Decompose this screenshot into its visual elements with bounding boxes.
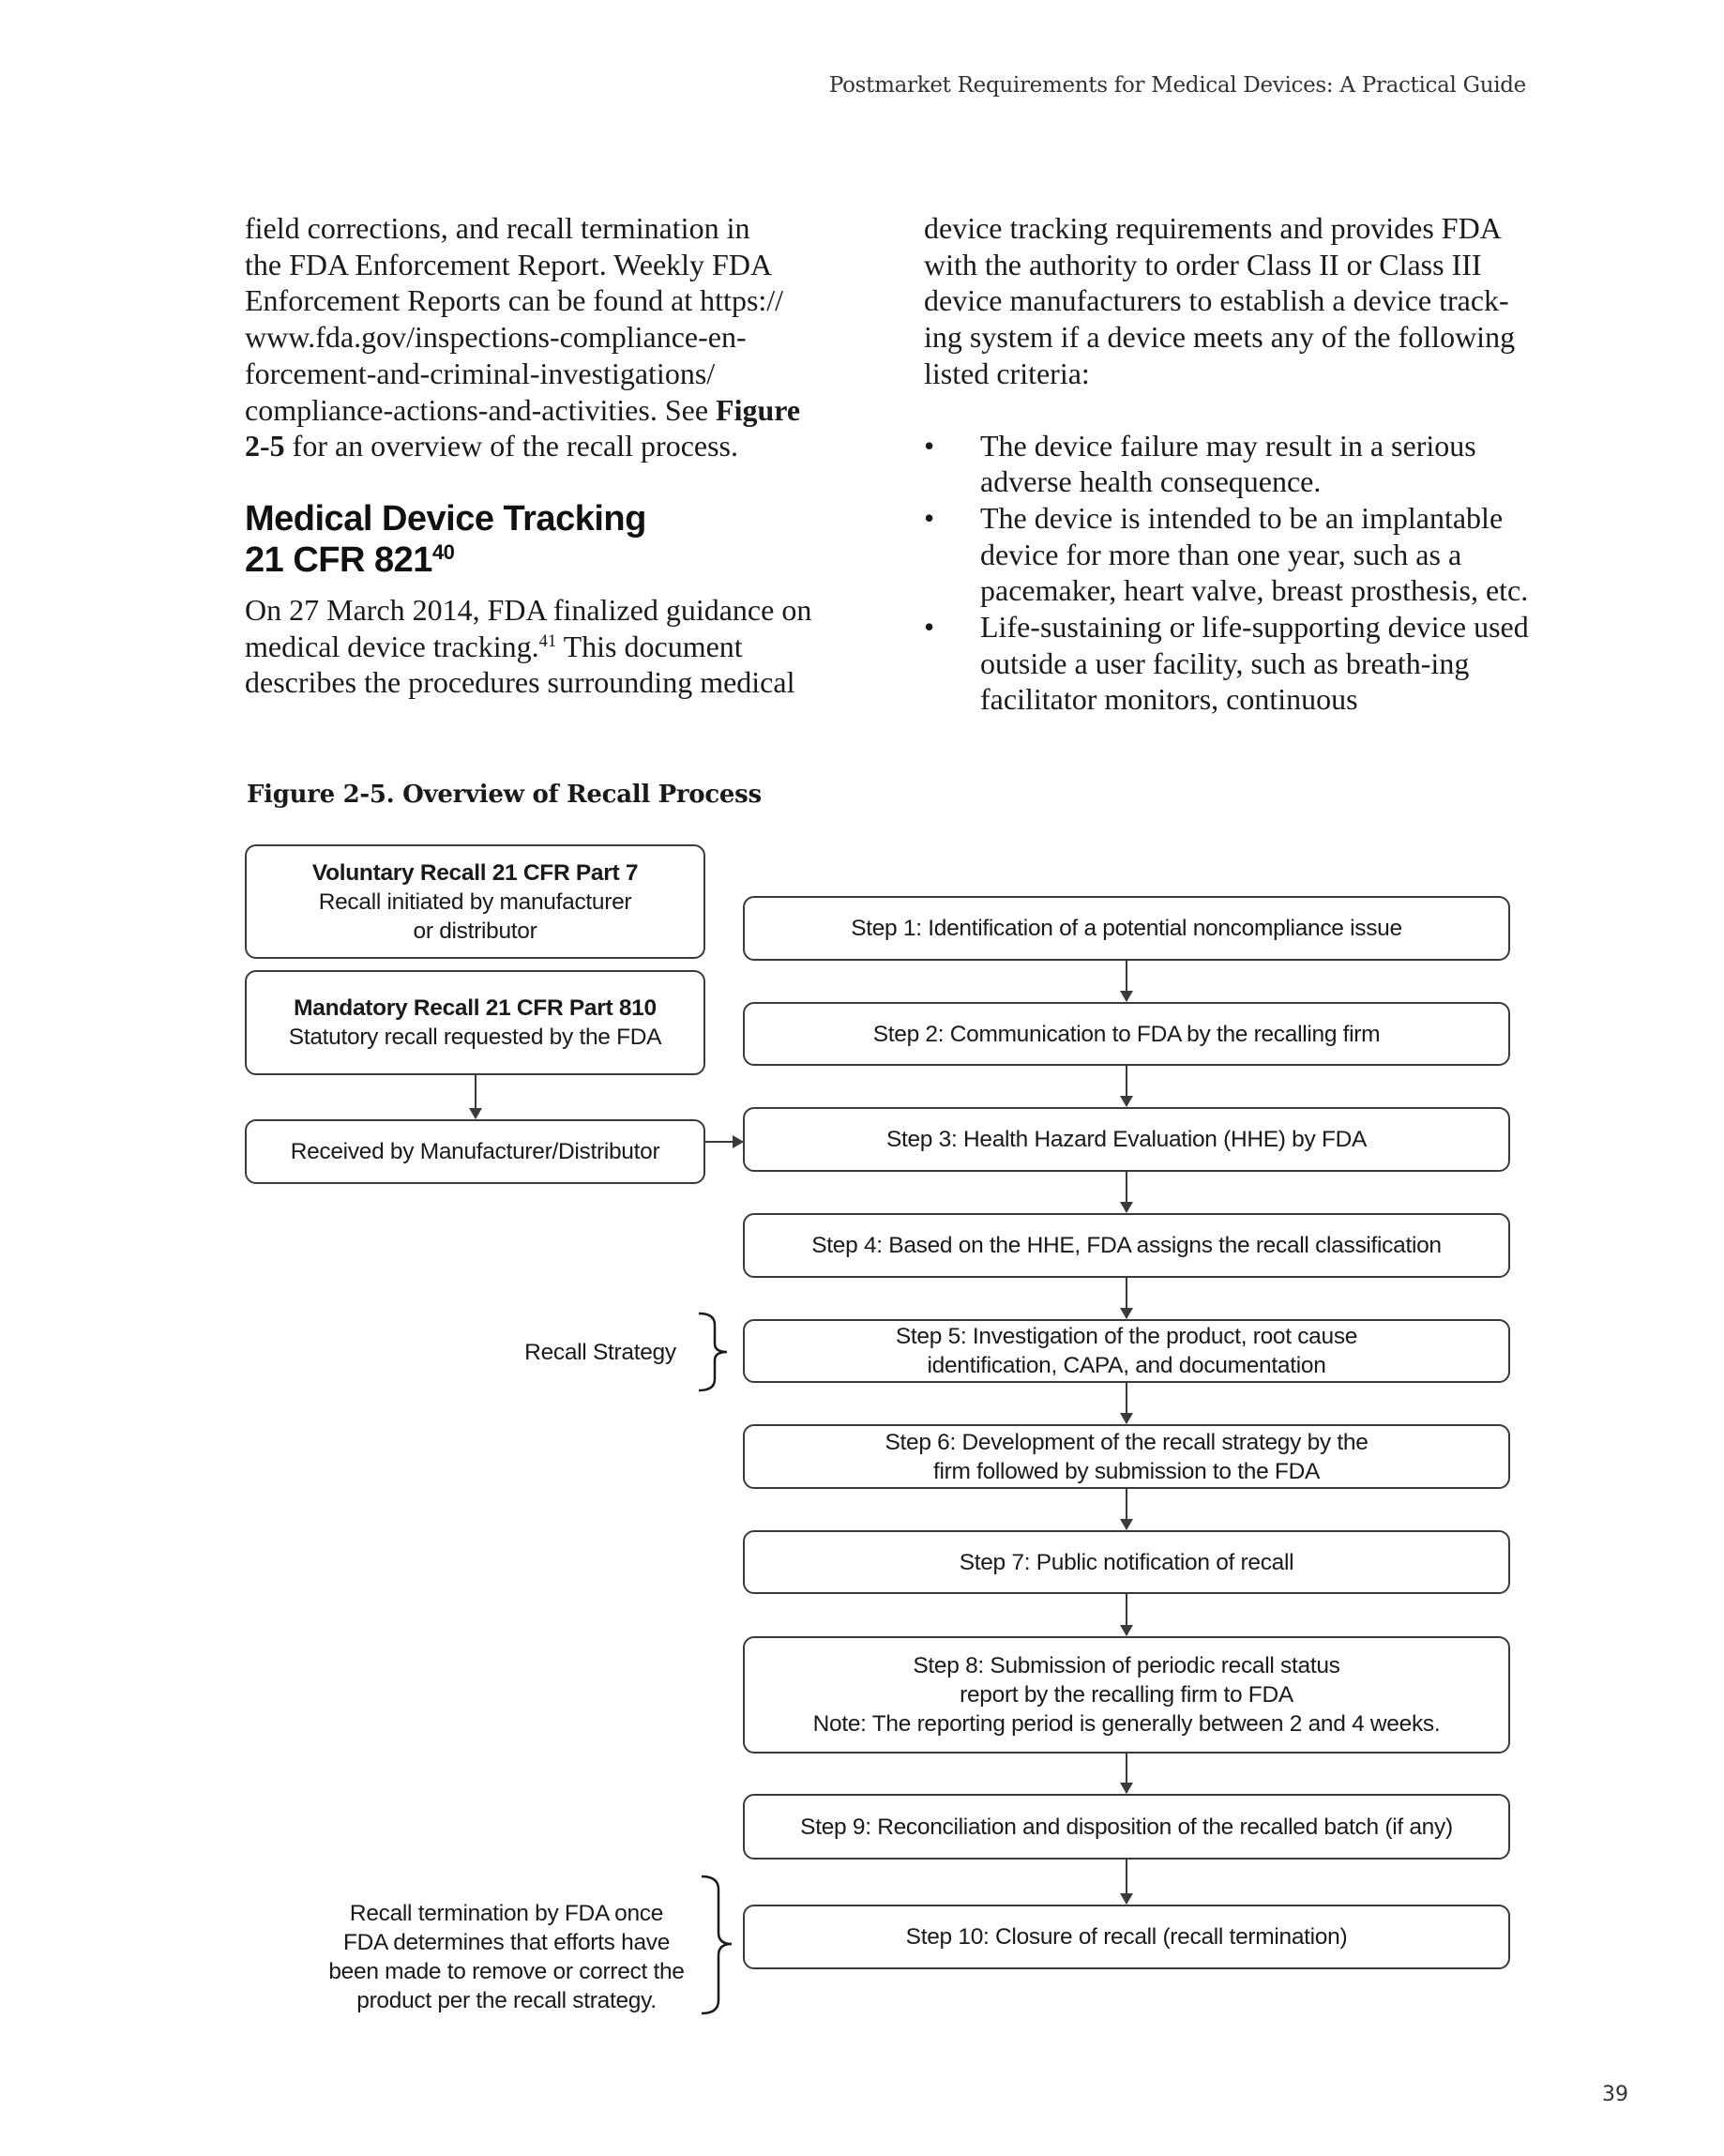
step-label: Step 6: Development of the recall strategy by the <box>885 1429 1369 1455</box>
criteria-text: Life-sustaining or life-supporting device used outside a user facility, such as breath-ing facilitator monitors, continuous <box>980 610 1529 717</box>
bullet-icon: • <box>924 610 935 645</box>
mandatory-recall-title: Mandatory Recall 21 CFR Part 810 <box>294 995 657 1021</box>
termination-note-line: product per the recall strategy. <box>356 1988 657 2013</box>
tracking-text: This document describes the procedures surrounding medical <box>245 629 795 700</box>
step-label: Step 2: Communication to FDA by the recalling firm <box>872 1021 1381 1047</box>
footnote-marker: 41 <box>538 630 557 651</box>
figure-caption: Figure 2-5. Overview of Recall Process <box>247 781 762 809</box>
step-label: Step 3: Health Hazard Evaluation (HHE) by FDA <box>885 1127 1368 1152</box>
criteria-text: The device failure may result in a serious adverse health consequence. <box>980 428 1476 499</box>
received-label: Received by Manufacturer/Distributor <box>290 1139 660 1164</box>
step-note: Note: The reporting period is generally between 2 and 4 weeks. <box>812 1711 1441 1737</box>
mandatory-recall-box <box>245 970 705 1075</box>
figure-reference: Figure <box>716 392 801 427</box>
step-label: Step 4: Based on the HHE, FDA assigns the recall classification <box>811 1233 1442 1258</box>
intro-line: www.fda.gov/inspections-compliance-en- <box>245 320 747 355</box>
intro-tail: for an overview of the recall process. <box>284 429 738 463</box>
step-label: Step 8: Submission of periodic recall status <box>913 1653 1340 1678</box>
step-box-6 <box>743 1424 1510 1489</box>
step-label: Step 5: Investigation of the product, root cause <box>895 1324 1358 1349</box>
step-label: identification, CAPA, and documentation <box>927 1353 1326 1378</box>
received-box <box>245 1119 705 1184</box>
mandatory-recall-desc: Statutory recall requested by the FDA <box>288 1025 662 1050</box>
step-box-10 <box>743 1905 1510 1969</box>
page-number: 39 <box>1602 2083 1628 2106</box>
intro-line: field corrections, and recall termination in <box>245 211 750 245</box>
step-label: Step 7: Public notification of recall <box>959 1549 1294 1575</box>
step-label: firm followed by submission to the FDA <box>932 1458 1321 1484</box>
tracking-text: On 27 March 2014, FDA finalized guidance on medical device tracking. <box>245 592 812 663</box>
recall-strategy-label: Recall Strategy <box>524 1340 676 1365</box>
voluntary-recall-title: Voluntary Recall 21 CFR Part 7 <box>311 859 639 886</box>
step-box-1 <box>743 896 1510 961</box>
step-box-5 <box>743 1319 1510 1383</box>
intro-line: Enforcement Reports can be found at https:// <box>245 283 784 318</box>
section-heading-line1: Medical Device Tracking <box>245 498 646 539</box>
section-heading-line2: 21 CFR 821 <box>245 539 432 580</box>
intro-line: compliance-actions-and-activities. See <box>245 392 717 427</box>
step-label: Step 1: Identification of a potential noncompliance issue <box>851 916 1402 941</box>
bullet-icon: • <box>924 500 935 535</box>
step-label: report by the recalling firm to FDA <box>960 1682 1293 1708</box>
step-box-4 <box>743 1213 1510 1278</box>
voluntary-recall-desc: or distributor <box>413 918 537 944</box>
running-header-title: Postmarket Requirements for Medical Devices: A Practical Guide <box>828 73 1526 98</box>
termination-note <box>305 1899 708 2015</box>
step-label: Step 9: Reconciliation and disposition of the recalled batch (if any) <box>800 1814 1453 1840</box>
intro-line: the FDA Enforcement Report. Weekly FDA <box>245 247 773 281</box>
termination-note-line: been made to remove or correct the <box>328 1959 685 1984</box>
termination-note-line: Recall termination by FDA once <box>349 1901 664 1926</box>
step-box-9 <box>743 1794 1510 1860</box>
tracking-requirements-paragraph: device tracking requirements and provides FDA with the authority to order Class II or Class III device manufacturers to establish a device track-ing system if a device meets any of the following listed criteria: <box>924 211 1516 390</box>
termination-note-line: FDA determines that efforts have <box>342 1930 671 1955</box>
intro-line: forcement-and-criminal-investigations/ <box>245 356 716 390</box>
curly-brace-icon <box>699 1313 727 1390</box>
bullet-icon: • <box>924 428 935 463</box>
step-box-3 <box>743 1107 1510 1172</box>
step-box-8 <box>743 1636 1510 1754</box>
step-box-2 <box>743 1002 1510 1066</box>
criteria-text: The device is intended to be an implantable device for more than one year, such as a pacemaker, heart valve, breast prosthesis, etc. <box>980 500 1529 608</box>
voluntary-recall-box <box>245 844 705 959</box>
figure-reference: 2-5 <box>245 429 285 463</box>
footnote-marker: 40 <box>431 539 455 564</box>
voluntary-recall-desc: Recall initiated by manufacturer <box>318 888 632 915</box>
step-label: Step 10: Closure of recall (recall termination) <box>905 1924 1348 1950</box>
step-box-7 <box>743 1530 1510 1594</box>
